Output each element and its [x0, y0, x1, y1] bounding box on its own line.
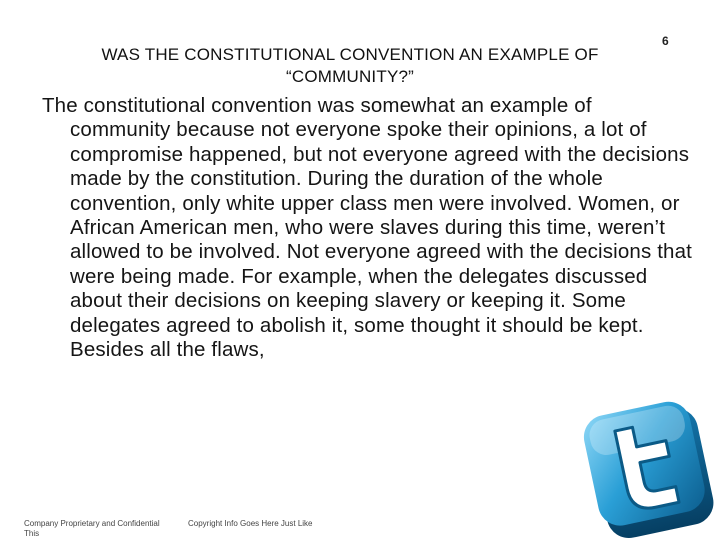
slide-title-line-2: “COMMUNITY?”: [286, 67, 414, 86]
twitter-logo-icon: [578, 396, 720, 546]
footer-copyright: Copyright Info Goes Here Just Like: [188, 519, 313, 528]
slide-title: [40, 44, 660, 88]
slide-title-line-1: WAS THE CONSTITUTIONAL CONVENTION AN EXAMPLE OF: [101, 45, 599, 64]
footer-confidential: Company Proprietary and Confidential This: [24, 519, 160, 538]
body-paragraph: The constitutional convention was somewhat an example of community because not everyone spoke their opinions, a lot of compromise happened, but not everyone agreed with the decisions made by the constitution. During the duration of the whole convention, only white upper class men were involved. Women, or African American men, who were slaves during this time, weren’t allowed to be involved. Not everyone agreed with the decisions that were being made. For example, when the delegates discussed about their decisions on keeping slavery or keeping it. Some delegates agreed to abolish it, some thought it should be kept. Besides all the flaws,: [42, 94, 693, 362]
slide-number: 6: [662, 34, 669, 48]
